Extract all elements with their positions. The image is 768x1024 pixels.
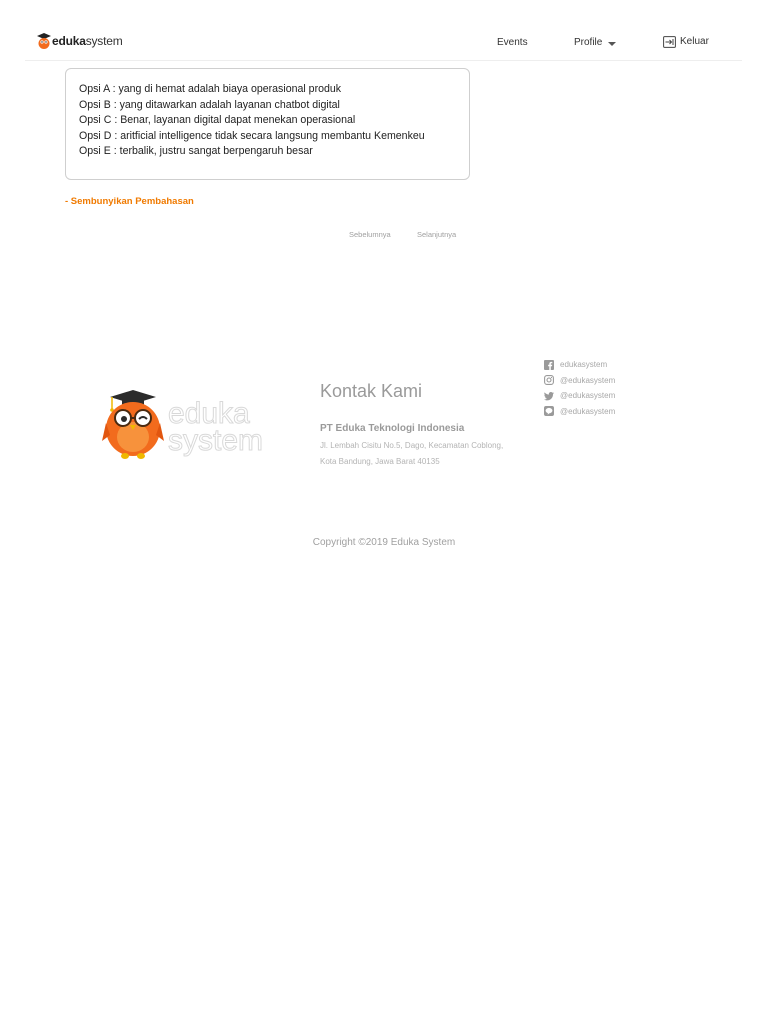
option-b: Opsi B : yang ditawarkan adalah layanan chatbot digital bbox=[79, 98, 340, 111]
nav-events-link[interactable]: Events bbox=[497, 37, 528, 48]
hide-discussion-link[interactable]: - Sembunyikan Pembahasan bbox=[65, 196, 194, 207]
nav-profile-dropdown[interactable] bbox=[574, 37, 616, 48]
company-address: Jl. Lembah Cisitu No.5, Dago, Kecamatan Coblong, Kota Bandung, Jawa Barat 40135 bbox=[320, 441, 504, 466]
top-navbar bbox=[25, 24, 742, 61]
company-name: PT Eduka Teknologi Indonesia bbox=[320, 423, 465, 434]
footer-logo-word-top: eduka bbox=[168, 397, 250, 430]
previous-button[interactable]: Sebelumnya bbox=[349, 230, 391, 239]
social-twitter-label: @edukasystem bbox=[560, 391, 616, 401]
social-facebook-label: edukasystem bbox=[560, 360, 608, 370]
option-d: Opsi D : aritficial intelligence tidak secara langsung membantu Kemenkeu bbox=[79, 129, 425, 142]
copyright-text: Copyright ©2019 Eduka System bbox=[312, 537, 456, 548]
social-instagram-link[interactable] bbox=[544, 373, 615, 389]
nav-profile-label: Profile bbox=[574, 37, 603, 48]
social-line-link[interactable] bbox=[544, 404, 615, 420]
social-twitter-link[interactable] bbox=[544, 388, 615, 404]
instagram-icon bbox=[544, 375, 554, 385]
owl-logo-icon bbox=[37, 33, 51, 49]
social-line-label: @edukasystem bbox=[560, 406, 616, 416]
facebook-icon bbox=[544, 360, 554, 370]
twitter-icon bbox=[544, 391, 554, 401]
brand-logo-link[interactable] bbox=[37, 33, 123, 49]
social-facebook-link[interactable] bbox=[544, 357, 615, 373]
next-button[interactable]: Selanjutnya bbox=[417, 230, 457, 239]
logout-label: Keluar bbox=[680, 35, 709, 47]
contact-title: Kontak Kami bbox=[320, 381, 423, 401]
chevron-down-icon bbox=[608, 42, 616, 46]
brand-name-light: system bbox=[85, 34, 123, 48]
social-links bbox=[544, 357, 615, 419]
logout-icon bbox=[663, 36, 676, 48]
brand-name-bold: eduka bbox=[52, 34, 86, 48]
option-a: Opsi A : yang di hemat adalah biaya operasional produk bbox=[79, 83, 342, 95]
logout-link[interactable] bbox=[663, 34, 709, 48]
option-c: Opsi C : Benar, layanan digital dapat menekan operasional bbox=[79, 114, 356, 126]
option-e: Opsi E : terbalik, justru sangat berpengaruh besar bbox=[79, 145, 313, 157]
eduka-system-footer-logo bbox=[100, 385, 272, 463]
social-instagram-label: @edukasystem bbox=[560, 375, 616, 385]
line-icon bbox=[544, 406, 554, 416]
footer-logo-word-bottom: system bbox=[168, 424, 264, 457]
answer-options-box bbox=[65, 68, 470, 180]
